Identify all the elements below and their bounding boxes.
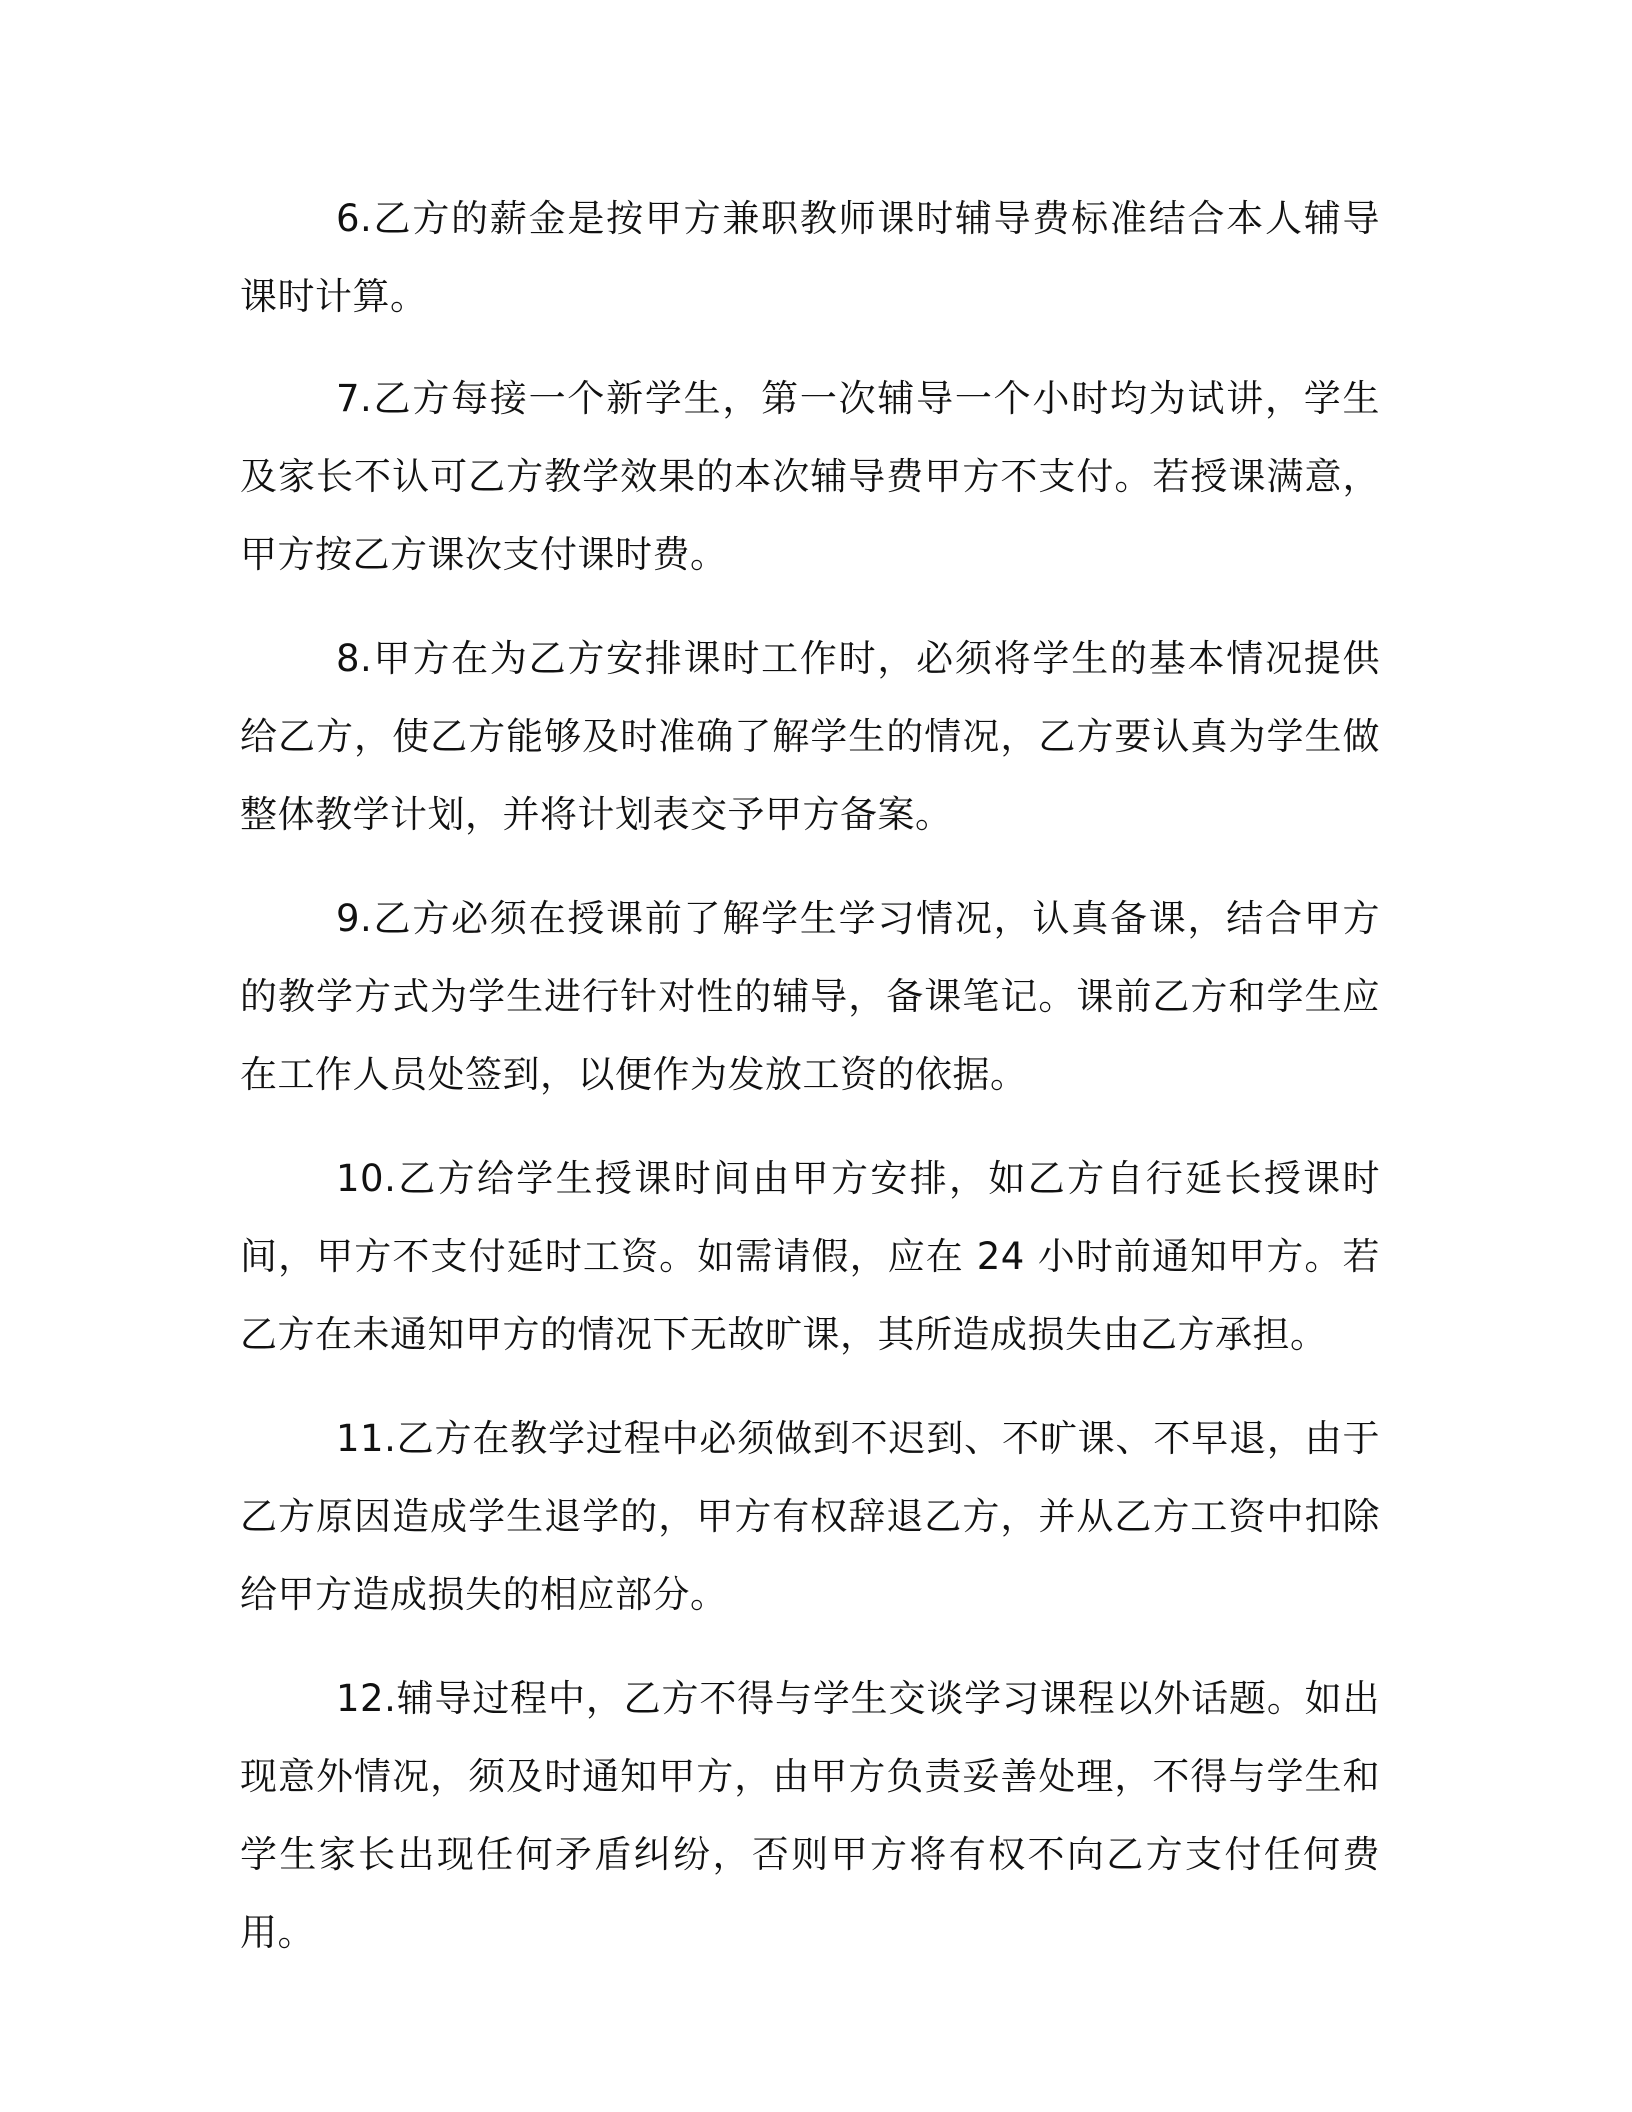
clause-11 <box>240 1400 1380 1634</box>
clause-8 <box>240 620 1380 854</box>
clause-7 <box>240 360 1380 594</box>
clause-7-text: 7.乙方每接一个新学生，第一次辅导一个小时均为试讲，学生及家长不认可乙方教学效果的本次辅导费甲方不支付。若授课满意，甲方按乙方课次支付课时费。 <box>240 377 1380 576</box>
clause-6-text: 6.乙方的薪金是按甲方兼职教师课时辅导费标准结合本人辅导课时计算。 <box>240 197 1380 318</box>
clause-9-text: 9.乙方必须在授课前了解学生学习情况，认真备课，结合甲方的教学方式为学生进行针对性的辅导，备课笔记。课前乙方和学生应在工作人员处签到，以便作为发放工资的依据。 <box>240 897 1380 1096</box>
clause-6 <box>240 180 1380 336</box>
clause-10 <box>240 1140 1380 1374</box>
clause-9 <box>240 880 1380 1114</box>
clause-12 <box>240 1660 1380 1972</box>
clause-12-text: 12.辅导过程中，乙方不得与学生交谈学习课程以外话题。如出现意外情况，须及时通知甲方，由甲方负责妥善处理，不得与学生和学生家长出现任何矛盾纠纷，否则甲方将有权不向乙方支付任何费用。 <box>240 1677 1380 1954</box>
clause-10-text: 10.乙方给学生授课时间由甲方安排，如乙方自行延长授课时间，甲方不支付延时工资。如需请假，应在 24 小时前通知甲方。若乙方在未通知甲方的情况下无故旷课，其所造成损失由乙方承担。 <box>240 1157 1380 1356</box>
clause-8-text: 8.甲方在为乙方安排课时工作时，必须将学生的基本情况提供给乙方，使乙方能够及时准确了解学生的情况，乙方要认真为学生做整体教学计划，并将计划表交予甲方备案。 <box>240 637 1380 836</box>
clause-11-text: 11.乙方在教学过程中必须做到不迟到、不旷课、不早退，由于乙方原因造成学生退学的，甲方有权辞退乙方，并从乙方工资中扣除给甲方造成损失的相应部分。 <box>240 1417 1380 1616</box>
